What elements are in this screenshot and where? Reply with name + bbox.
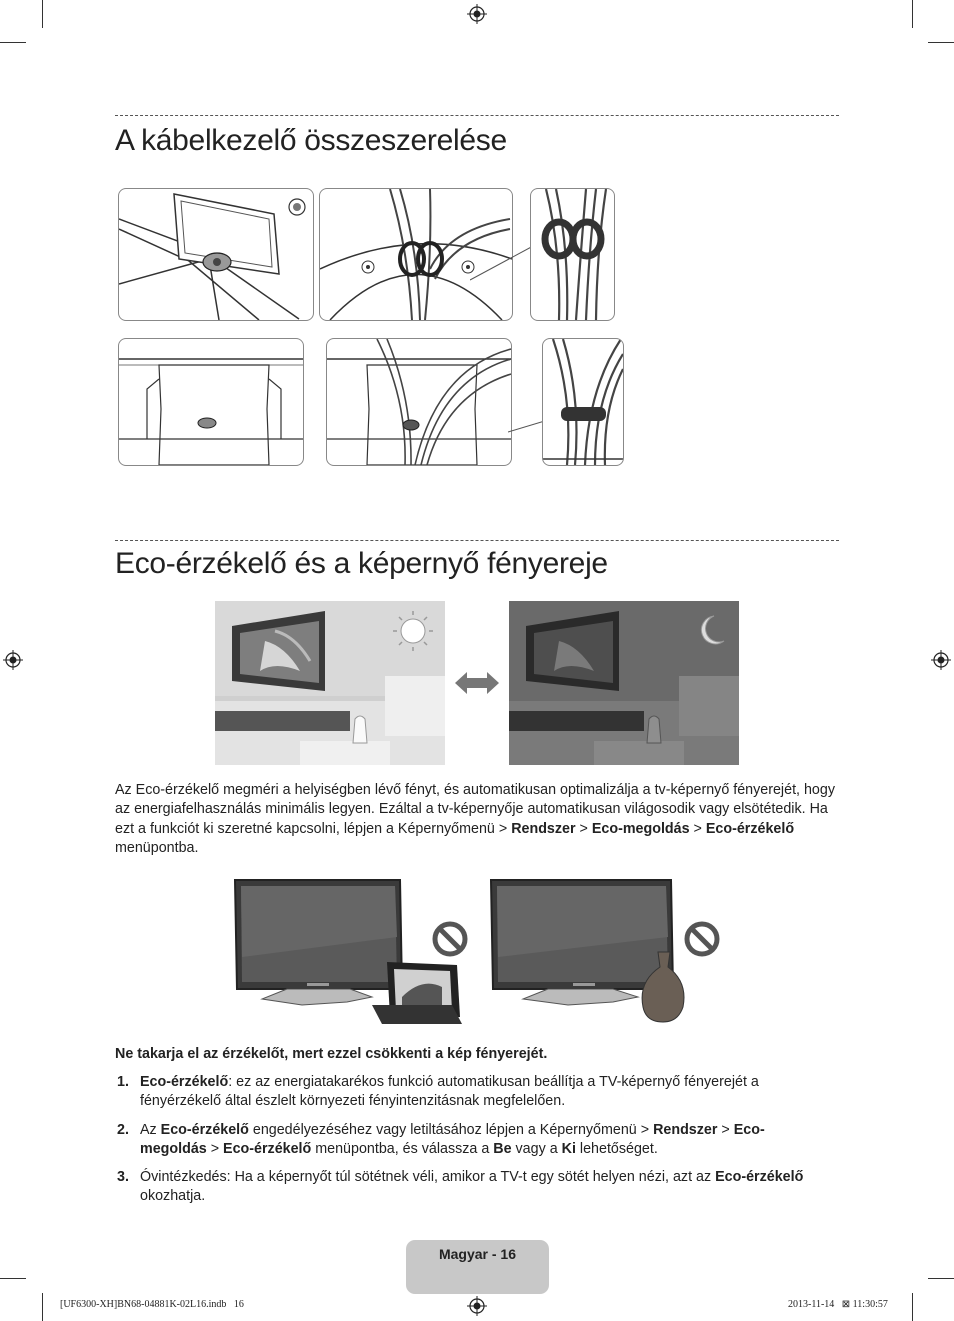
crop-mark <box>928 1278 954 1279</box>
cable-step-illustration <box>326 338 512 466</box>
list-number: 3. <box>117 1169 129 1185</box>
crop-mark <box>912 1293 913 1321</box>
registration-mark-icon <box>931 650 951 670</box>
menu-path-eco-sensor: Eco-érzékelő <box>223 1141 312 1158</box>
option-off: Ki <box>561 1141 576 1158</box>
cable-step-illustration <box>542 338 624 466</box>
menu-path-system: Rendszer <box>511 820 576 837</box>
double-arrow-icon <box>455 670 499 696</box>
menu-path-system: Rendszer <box>653 1122 718 1138</box>
page-number: Magyar - 16 <box>438 1246 517 1262</box>
list-item <box>115 1168 815 1208</box>
registration-mark-icon <box>467 4 487 24</box>
description-text-end: menüpontba. <box>115 839 199 856</box>
menu-separator: > <box>689 820 706 837</box>
crop-mark <box>912 0 913 28</box>
crop-mark <box>42 1293 43 1321</box>
list-text <box>140 1121 815 1160</box>
term-eco-sensor: Eco-érzékelő <box>715 1169 804 1185</box>
crop-mark <box>928 42 954 43</box>
term-eco-sensor: Eco-érzékelő <box>160 1122 249 1138</box>
list-text-part: Az <box>140 1122 161 1138</box>
crop-mark <box>0 1278 26 1279</box>
print-file-name: [UF6300-XH]BN68-04881K-02L16.indb 16 <box>60 1299 244 1310</box>
menu-path-eco-sensor: Eco-érzékelő <box>705 820 795 837</box>
tv-blocked-by-vase-image <box>488 877 728 1027</box>
crop-mark <box>42 0 43 28</box>
section-title-cable-manager: A kábelkezelő összeszerelése <box>115 124 507 157</box>
bright-room-image <box>215 601 445 765</box>
list-number: 1. <box>117 1074 129 1090</box>
eco-sensor-description <box>115 781 842 858</box>
list-text-part: engedélyezéséhez vagy letiltásához lépjen a Képernyőmenü > <box>248 1122 654 1138</box>
cable-step-illustration <box>118 188 314 321</box>
registration-mark-icon <box>3 650 23 670</box>
dark-room-image <box>509 601 739 765</box>
list-text-part: : ez az energiatakarékos funkció automatikusan beállítja a TV-képernyő fényerejét a fényérzékelő által észlelt környezeti fényintenzitásnak megfelelően. <box>140 1074 759 1110</box>
menu-path-eco-solution: Eco-megoldás <box>591 820 690 837</box>
print-timestamp: 2013-11-14 ⊠ 11:30:57 <box>788 1299 888 1310</box>
section-divider <box>115 540 839 541</box>
list-item <box>115 1073 815 1113</box>
tv-blocked-by-frame-image <box>232 877 472 1027</box>
list-text <box>140 1168 815 1207</box>
menu-separator: > <box>575 820 592 837</box>
list-text-part: okozhatja. <box>140 1188 206 1205</box>
section-title-eco-sensor: Eco-érzékelő és a képernyő fényereje <box>115 547 608 580</box>
cable-step-illustration <box>530 188 615 321</box>
crop-mark <box>0 42 26 43</box>
registration-mark-icon <box>467 1296 487 1316</box>
list-item <box>115 1121 815 1161</box>
description-text: Az Eco-érzékelő megméri a helyiségben lévő fényt, és automatikusan optimalizálja a tv-képernyő fényerejét, hogy az energiafelhasználás minimális legyen. Ezáltal a tv-képernyője automatikusan világosodik vagy elsötétedik. Ha ezt a funkciót ki szeretné kapcsolni, lépjen a Képernyőmenü > <box>115 782 835 837</box>
list-text <box>140 1073 815 1112</box>
term-eco-sensor: Eco-érzékelő <box>140 1074 229 1090</box>
list-text-part: > <box>206 1141 224 1158</box>
list-text-part: vagy a <box>511 1141 562 1158</box>
menu-path-eco-solution: Eco-megoldás <box>140 1122 765 1158</box>
list-text-part: menüpontba, és válassza a <box>311 1141 494 1158</box>
section-divider <box>115 115 839 116</box>
cable-step-illustration <box>118 338 304 466</box>
option-on: Be <box>493 1141 512 1158</box>
list-text-part: > <box>717 1122 734 1138</box>
list-number: 2. <box>117 1122 129 1138</box>
list-text-part: Óvintézkedés: Ha a képernyőt túl sötétnek véli, amikor a TV-t egy sötét helyen nézi, azt az <box>140 1169 716 1185</box>
list-text-part: lehetőséget. <box>575 1141 658 1158</box>
warning-text: Ne takarja el az érzékelőt, mert ezzel csökkenti a kép fényerejét. <box>115 1046 548 1062</box>
